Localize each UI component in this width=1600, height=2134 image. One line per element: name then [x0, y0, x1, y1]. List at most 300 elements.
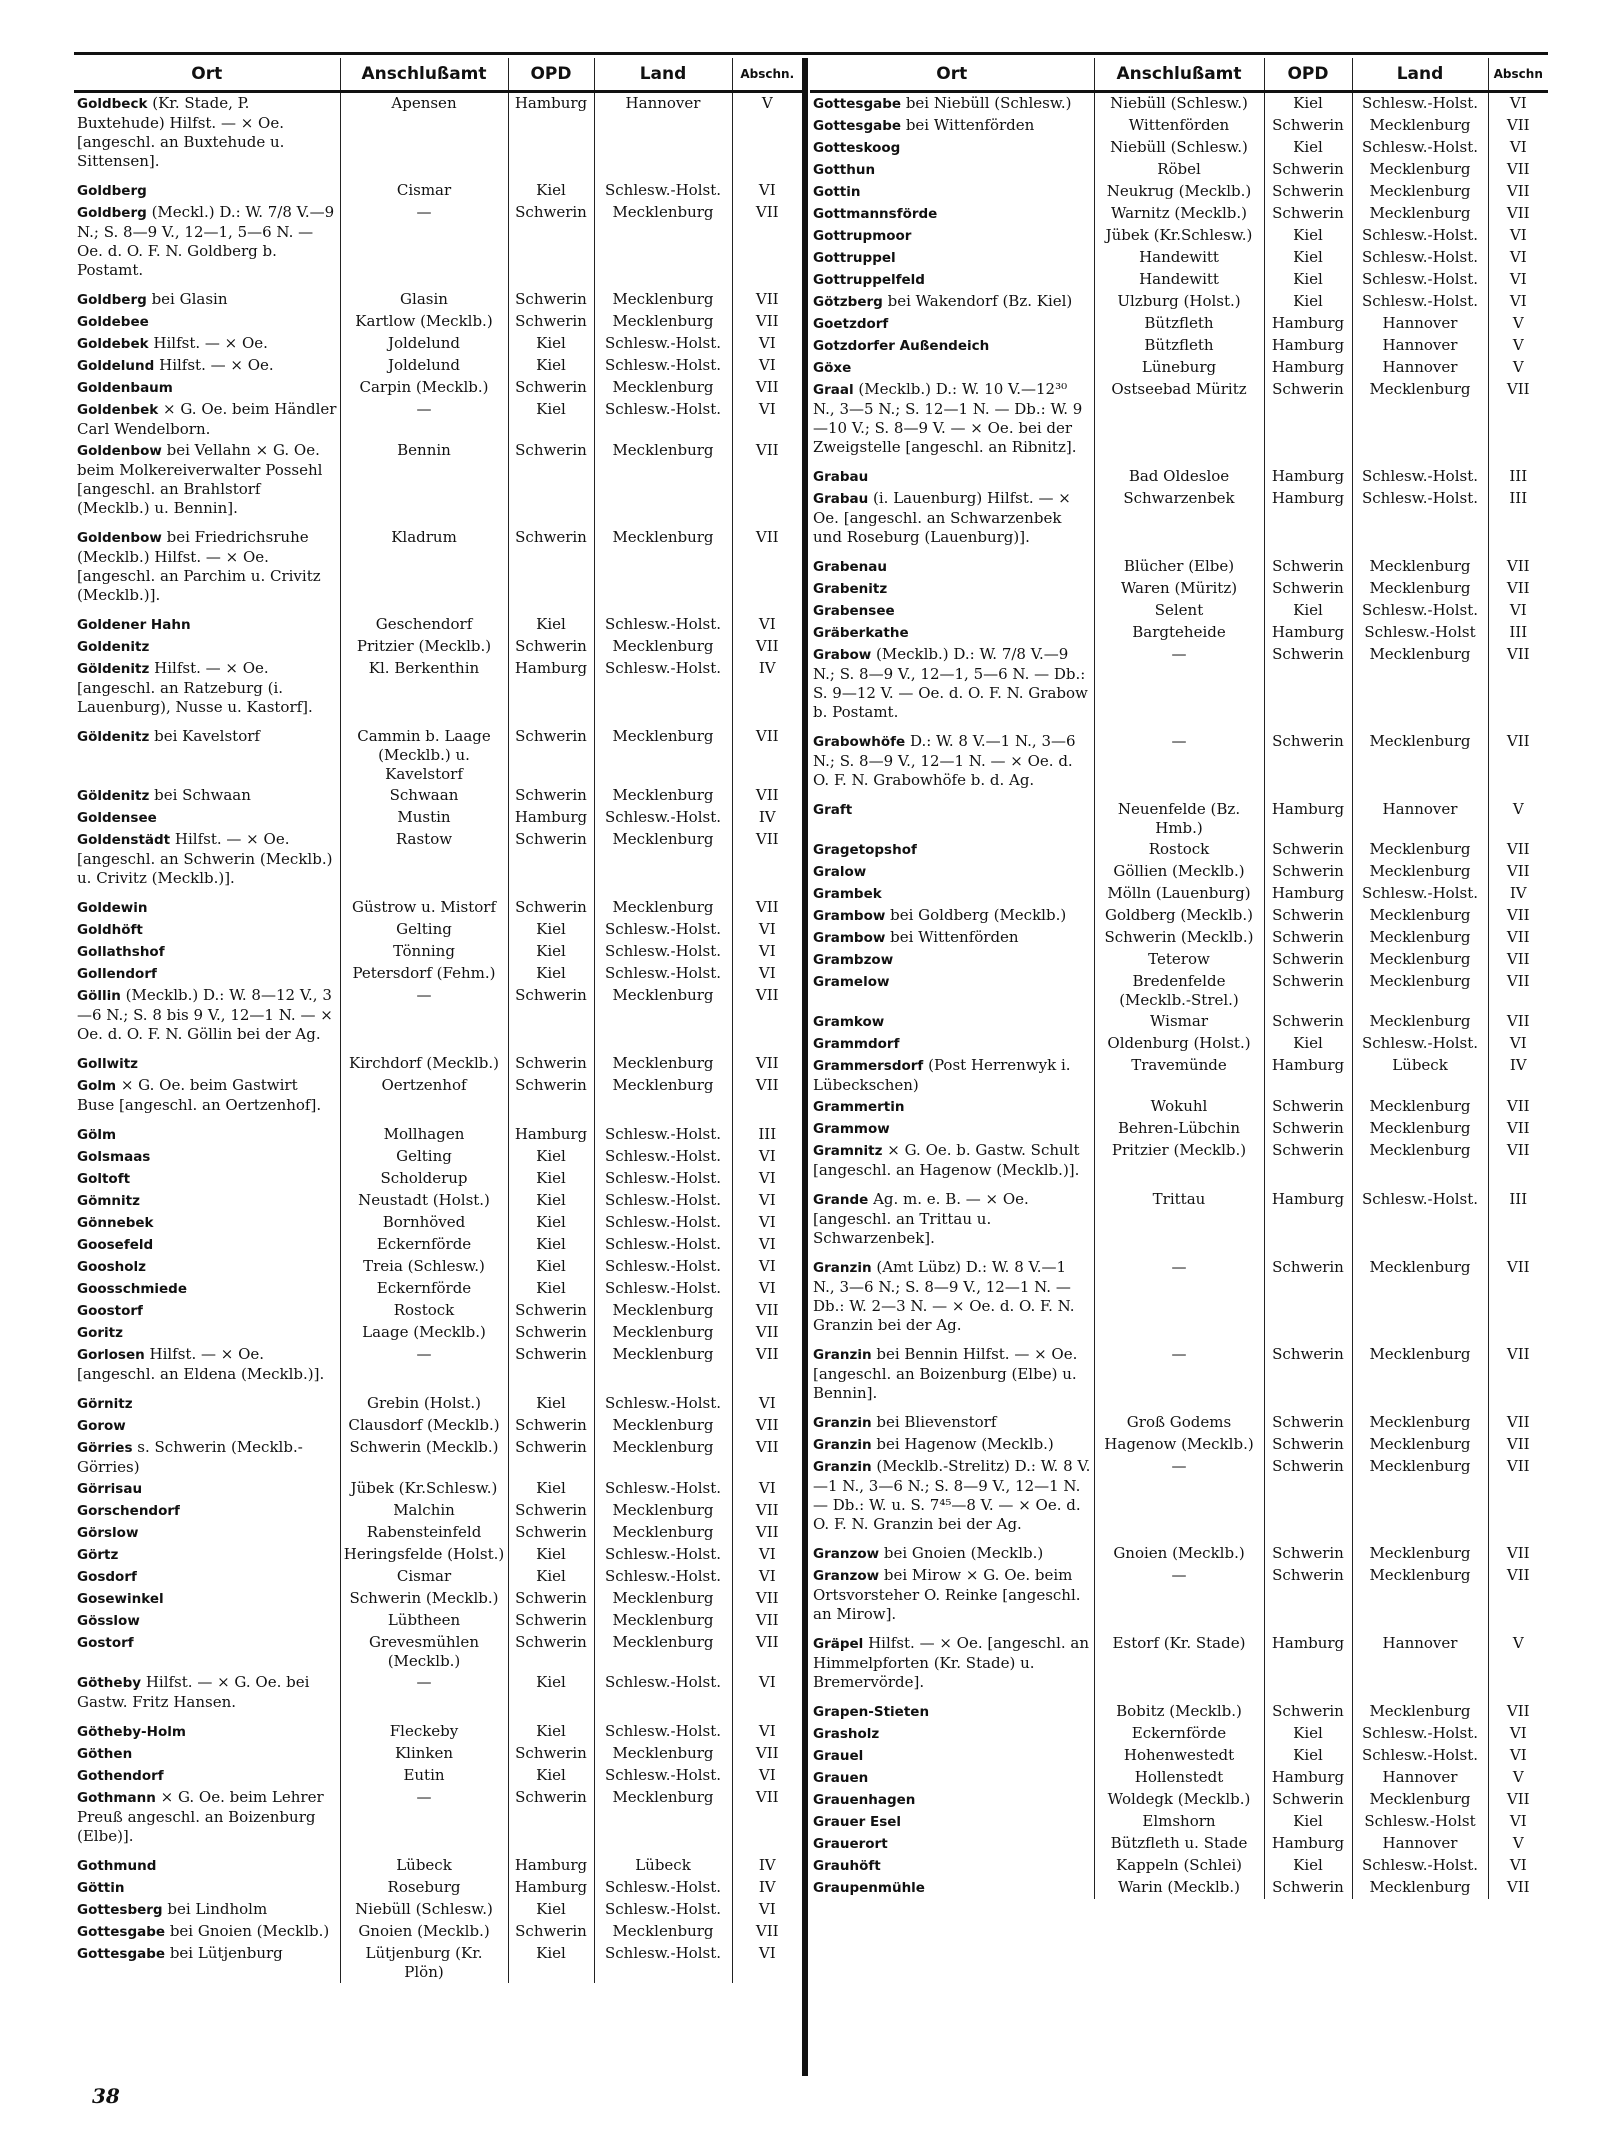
anschlussamt-cell: Elmshorn: [1094, 1811, 1264, 1833]
anschlussamt-cell: Groß Godems: [1094, 1404, 1264, 1434]
anschlussamt-cell: Gelting: [340, 1146, 508, 1168]
table-row: [74, 1212, 802, 1234]
ort-cell: [810, 1096, 1094, 1118]
abschn-cell: VII: [732, 1522, 802, 1544]
anschlussamt-cell: —: [340, 1787, 508, 1847]
place-name: Görries: [77, 1440, 133, 1456]
opd-cell: Kiel: [508, 606, 594, 636]
land-cell: Mecklenburg: [1352, 1249, 1488, 1336]
opd-cell: Schwerin: [508, 829, 594, 889]
table-row: [810, 1118, 1548, 1140]
table-row: [810, 1434, 1548, 1456]
land-cell: Mecklenburg: [594, 440, 732, 519]
place-note: Hilfst. — × Oe. [angeschl. an Ratzeburg (i. Lauenburg), Nusse u. Kastorf].: [77, 659, 313, 716]
place-name: Götzberg: [813, 294, 883, 310]
table-row: [810, 379, 1548, 458]
abschn-cell: III: [1488, 488, 1548, 548]
place-name: Grabenitz: [813, 581, 888, 597]
place-name: Göldenitz: [77, 788, 150, 804]
place-name: Grauel: [813, 1748, 864, 1764]
opd-cell: Schwerin: [508, 1045, 594, 1075]
abschn-cell: VII: [732, 377, 802, 399]
table-row: [810, 1140, 1548, 1181]
anschlussamt-cell: Malchin: [340, 1500, 508, 1522]
table-row: [74, 1116, 802, 1146]
place-name: Goldensee: [77, 810, 157, 826]
anschlussamt-cell: Lübeck: [340, 1847, 508, 1877]
abschn-cell: VI: [1488, 1033, 1548, 1055]
land-cell: Schlesw.-Holst.: [594, 658, 732, 718]
land-cell: Mecklenburg: [1352, 115, 1488, 137]
table-row: [810, 115, 1548, 137]
land-cell: Schlesw.-Holst.: [1352, 488, 1488, 548]
ort-cell: [810, 1767, 1094, 1789]
table-row: [810, 578, 1548, 600]
opd-cell: Schwerin: [508, 519, 594, 606]
opd-cell: Schwerin: [1264, 1096, 1352, 1118]
place-note: bei Gnoien (Mecklb.): [169, 1922, 330, 1940]
anschlussamt-cell: —: [340, 399, 508, 440]
opd-cell: Hamburg: [1264, 791, 1352, 839]
opd-cell: Hamburg: [1264, 1625, 1352, 1693]
opd-cell: Schwerin: [508, 785, 594, 807]
ort-cell: [810, 1033, 1094, 1055]
table-row: [74, 1743, 802, 1765]
land-cell: Schlesw.-Holst.: [594, 1116, 732, 1146]
abschn-cell: V: [1488, 335, 1548, 357]
opd-cell: Kiel: [1264, 247, 1352, 269]
opd-cell: Kiel: [1264, 1811, 1352, 1833]
land-cell: Schlesw.-Holst.: [594, 941, 732, 963]
place-name: Gragetopshof: [813, 842, 917, 858]
abschn-cell: V: [1488, 313, 1548, 335]
land-cell: Mecklenburg: [1352, 1118, 1488, 1140]
anschlussamt-cell: Warnitz (Mecklb.): [1094, 203, 1264, 225]
ort-cell: [810, 458, 1094, 488]
ort-cell: [74, 785, 340, 807]
ort-cell: [74, 1278, 340, 1300]
abschn-cell: VII: [1488, 1693, 1548, 1723]
place-name: Gottesgabe: [77, 1946, 166, 1962]
anschlussamt-cell: Oldenburg (Holst.): [1094, 1033, 1264, 1055]
place-name: Gottesberg: [77, 1902, 163, 1918]
land-cell: Schlesw.-Holst.: [594, 807, 732, 829]
place-note: bei Lütjenburg: [169, 1944, 283, 1962]
land-cell: Mecklenburg: [594, 829, 732, 889]
land-cell: Schlesw.-Holst.: [1352, 225, 1488, 247]
opd-cell: Hamburg: [1264, 1767, 1352, 1789]
opd-cell: Schwerin: [508, 1500, 594, 1522]
ort-cell: [810, 723, 1094, 791]
place-note: bei Goldberg (Mecklb.): [890, 906, 1067, 924]
land-cell: Mecklenburg: [1352, 1011, 1488, 1033]
place-name: Gottin: [813, 184, 861, 200]
table-row: [74, 829, 802, 889]
abschn-cell: VI: [1488, 269, 1548, 291]
place-name: Goldelund: [77, 358, 155, 374]
abschn-cell: VI: [1488, 600, 1548, 622]
anschlussamt-cell: Eutin: [340, 1765, 508, 1787]
table-row: [74, 1847, 802, 1877]
ort-cell: [74, 1116, 340, 1146]
land-cell: Schlesw.-Holst.: [594, 1234, 732, 1256]
abschn-cell: VII: [1488, 159, 1548, 181]
ort-cell: [810, 203, 1094, 225]
anschlussamt-cell: Joldelund: [340, 333, 508, 355]
land-cell: Schlesw.-Holst.: [594, 1256, 732, 1278]
table-row: [74, 889, 802, 919]
table-row: [74, 1566, 802, 1588]
abschn-cell: VII: [1488, 971, 1548, 1011]
land-cell: Mecklenburg: [1352, 1096, 1488, 1118]
abschn-cell: VI: [732, 941, 802, 963]
place-name: Görnitz: [77, 1396, 133, 1412]
land-cell: Schlesw.-Holst.: [1352, 1723, 1488, 1745]
header-opd: OPD: [1264, 58, 1352, 92]
place-name: Graupenmühle: [813, 1880, 925, 1896]
abschn-cell: VII: [1488, 1249, 1548, 1336]
ort-cell: [74, 1322, 340, 1344]
ort-cell: [74, 172, 340, 202]
table-row: [810, 291, 1548, 313]
abschn-cell: VII: [732, 281, 802, 311]
ort-cell: [74, 1765, 340, 1787]
abschn-cell: VI: [732, 1168, 802, 1190]
opd-cell: Schwerin: [1264, 1249, 1352, 1336]
opd-cell: Kiel: [1264, 1033, 1352, 1055]
table-row: [74, 1344, 802, 1385]
land-cell: Schlesw.-Holst.: [1352, 1745, 1488, 1767]
opd-cell: Schwerin: [508, 718, 594, 785]
anschlussamt-cell: Behren-Lübchin: [1094, 1118, 1264, 1140]
table-row: [74, 1544, 802, 1566]
place-name: Goldbeck: [77, 96, 148, 112]
opd-cell: Kiel: [508, 963, 594, 985]
abschn-cell: VII: [732, 311, 802, 333]
place-name: Gottesgabe: [813, 96, 902, 112]
place-name: Goldenbek: [77, 402, 159, 418]
place-name: Görslow: [77, 1525, 139, 1541]
anschlussamt-cell: Warin (Mecklb.): [1094, 1877, 1264, 1899]
place-name: Gottruppelfeld: [813, 272, 925, 288]
table-row: [810, 883, 1548, 905]
ort-cell: [74, 399, 340, 440]
place-note: (Meckl.) D.: W. 7/8 V.—9 N.; S. 8—9 V., 12—1, 5—6 N. — Oe. d. O. F. N. Goldberg b. Postamt.: [77, 203, 335, 279]
land-cell: Hannover: [1352, 357, 1488, 379]
land-cell: Mecklenburg: [594, 785, 732, 807]
land-cell: Schlesw.-Holst.: [594, 355, 732, 377]
abschn-cell: VII: [1488, 861, 1548, 883]
place-name: Graal: [813, 382, 854, 398]
table-row: [810, 1693, 1548, 1723]
table-row: [74, 785, 802, 807]
table-row: [810, 488, 1548, 548]
anschlussamt-cell: Bennin: [340, 440, 508, 519]
ort-cell: [810, 861, 1094, 883]
land-cell: Mecklenburg: [1352, 949, 1488, 971]
opd-cell: Schwerin: [508, 1344, 594, 1385]
ort-cell: [74, 1234, 340, 1256]
table-row: [74, 1385, 802, 1415]
ort-cell: [810, 335, 1094, 357]
table-row: [810, 971, 1548, 1011]
land-cell: Mecklenburg: [594, 889, 732, 919]
ort-cell: [74, 889, 340, 919]
ort-cell: [74, 941, 340, 963]
opd-cell: Kiel: [508, 1168, 594, 1190]
table-row: [74, 1672, 802, 1713]
anschlussamt-cell: Wittenförden: [1094, 115, 1264, 137]
opd-cell: Schwerin: [1264, 1336, 1352, 1404]
table-row: [74, 1415, 802, 1437]
abschn-cell: VI: [732, 1713, 802, 1743]
anschlussamt-cell: —: [340, 202, 508, 281]
anschlussamt-cell: Grebin (Holst.): [340, 1385, 508, 1415]
table-row: [74, 1168, 802, 1190]
header-ort: Ort: [810, 58, 1094, 92]
anschlussamt-cell: Mölln (Lauenburg): [1094, 883, 1264, 905]
abschn-cell: VI: [732, 1278, 802, 1300]
table-row: [810, 1055, 1548, 1096]
anschlussamt-cell: Cammin b. Laage (Mecklb.) u. Kavelstorf: [340, 718, 508, 785]
land-cell: Mecklenburg: [594, 636, 732, 658]
place-note: Hilfst. — × G. Oe. bei Gastw. Fritz Hansen.: [77, 1673, 310, 1711]
place-name: Goldberg: [77, 183, 147, 199]
abschn-cell: VII: [1488, 548, 1548, 578]
land-cell: Mecklenburg: [594, 718, 732, 785]
abschn-cell: VII: [1488, 115, 1548, 137]
place-name: Goetzdorf: [813, 316, 889, 332]
anschlussamt-cell: Cismar: [340, 172, 508, 202]
anschlussamt-cell: Schwerin (Mecklb.): [340, 1588, 508, 1610]
ort-cell: [74, 440, 340, 519]
abschn-cell: VI: [732, 1190, 802, 1212]
table-row: [810, 1249, 1548, 1336]
opd-cell: Kiel: [508, 333, 594, 355]
anschlussamt-cell: Rostock: [340, 1300, 508, 1322]
land-cell: Mecklenburg: [594, 281, 732, 311]
place-name: Grambow: [813, 908, 886, 924]
place-note: Hilfst. — × Oe. [angeschl. an Eldena (Mecklb.)].: [77, 1345, 325, 1383]
opd-cell: Schwerin: [508, 1921, 594, 1943]
land-cell: Schlesw.-Holst.: [1352, 1181, 1488, 1249]
anschlussamt-cell: Göllien (Mecklb.): [1094, 861, 1264, 883]
anschlussamt-cell: Oertzenhof: [340, 1075, 508, 1116]
abschn-cell: VII: [1488, 379, 1548, 458]
opd-cell: Hamburg: [508, 807, 594, 829]
ort-cell: [74, 1344, 340, 1385]
anschlussamt-cell: Hagenow (Mecklb.): [1094, 1434, 1264, 1456]
abschn-cell: VII: [1488, 949, 1548, 971]
abschn-cell: VII: [1488, 1404, 1548, 1434]
table-row: [810, 1336, 1548, 1404]
ort-cell: [810, 291, 1094, 313]
anschlussamt-cell: Pritzier (Mecklb.): [340, 636, 508, 658]
place-note: (Mecklb.) D.: W. 8—12 V., 3—6 N.; S. 8 bis 9 V., 12—1 N. — × Oe. d. O. F. N. Göllin bei der Ag.: [77, 986, 333, 1043]
anschlussamt-cell: Laage (Mecklb.): [340, 1322, 508, 1344]
anschlussamt-cell: Klinken: [340, 1743, 508, 1765]
anschlussamt-cell: Bargteheide: [1094, 622, 1264, 644]
place-name: Granzow: [813, 1568, 880, 1584]
opd-cell: Schwerin: [508, 1588, 594, 1610]
opd-cell: Kiel: [508, 1544, 594, 1566]
place-name: Grammdorf: [813, 1036, 900, 1052]
abschn-cell: VI: [732, 919, 802, 941]
table-row: [810, 247, 1548, 269]
anschlussamt-cell: Scholderup: [340, 1168, 508, 1190]
abschn-cell: VII: [732, 1437, 802, 1478]
ort-cell: [74, 636, 340, 658]
table-row: [74, 1322, 802, 1344]
table-row: [810, 1855, 1548, 1877]
table-row: [74, 1899, 802, 1921]
ort-cell: [74, 1743, 340, 1765]
table-row: [74, 1075, 802, 1116]
anschlussamt-cell: Treia (Schlesw.): [340, 1256, 508, 1278]
anschlussamt-cell: Neukrug (Mecklb.): [1094, 181, 1264, 203]
anschlussamt-cell: Gnoien (Mecklb.): [1094, 1535, 1264, 1565]
abschn-cell: VI: [732, 1765, 802, 1787]
table-row: [810, 723, 1548, 791]
place-name: Gramelow: [813, 974, 890, 990]
ort-cell: [810, 883, 1094, 905]
ort-cell: [810, 1877, 1094, 1899]
land-cell: Schlesw.-Holst.: [594, 1478, 732, 1500]
place-name: Grabenau: [813, 559, 887, 575]
land-cell: Schlesw.-Holst.: [594, 963, 732, 985]
place-name: Götheby: [77, 1675, 142, 1691]
place-name: Gralow: [813, 864, 867, 880]
land-cell: Mecklenburg: [1352, 1565, 1488, 1625]
ort-cell: [810, 1249, 1094, 1336]
place-name: Göllin: [77, 988, 121, 1004]
abschn-cell: VI: [1488, 247, 1548, 269]
opd-cell: Schwerin: [508, 1437, 594, 1478]
ort-cell: [74, 807, 340, 829]
opd-cell: Kiel: [1264, 1745, 1352, 1767]
abschn-cell: VII: [1488, 1118, 1548, 1140]
opd-cell: Schwerin: [508, 281, 594, 311]
abschn-cell: VI: [732, 1566, 802, 1588]
abschn-cell: IV: [1488, 883, 1548, 905]
opd-cell: Schwerin: [1264, 1565, 1352, 1625]
opd-cell: Kiel: [508, 1146, 594, 1168]
abschn-cell: VII: [732, 1300, 802, 1322]
table-row: [74, 1943, 802, 1983]
table-row: [74, 919, 802, 941]
ort-cell: [74, 1566, 340, 1588]
ort-cell: [810, 269, 1094, 291]
abschn-cell: V: [1488, 1625, 1548, 1693]
opd-cell: Schwerin: [508, 1743, 594, 1765]
place-note: Hilfst. — × Oe. [angeschl. an Schwerin (Mecklb.) u. Crivitz (Mecklb.)].: [77, 830, 333, 887]
ort-cell: [74, 1478, 340, 1500]
ort-cell: [810, 839, 1094, 861]
opd-cell: Kiel: [508, 172, 594, 202]
place-name: Gösslow: [77, 1613, 140, 1629]
opd-cell: Schwerin: [1264, 949, 1352, 971]
anschlussamt-cell: Waren (Müritz): [1094, 578, 1264, 600]
abschn-cell: IV: [732, 807, 802, 829]
abschn-cell: VI: [1488, 225, 1548, 247]
place-name: Goldberg: [77, 205, 147, 221]
abschn-cell: VI: [732, 172, 802, 202]
abschn-cell: VII: [1488, 203, 1548, 225]
land-cell: Schlesw.-Holst: [1352, 622, 1488, 644]
table-row: [810, 1535, 1548, 1565]
ort-cell: [74, 1588, 340, 1610]
ort-cell: [810, 159, 1094, 181]
abschn-cell: VI: [1488, 1745, 1548, 1767]
table-row: [810, 1181, 1548, 1249]
opd-cell: Hamburg: [1264, 1055, 1352, 1096]
place-name: Goldenbow: [77, 530, 162, 546]
table-row: [74, 281, 802, 311]
opd-cell: Kiel: [508, 1190, 594, 1212]
land-cell: Mecklenburg: [594, 1437, 732, 1478]
ort-cell: [74, 355, 340, 377]
abschn-cell: VII: [732, 1632, 802, 1672]
anschlussamt-cell: Pritzier (Mecklb.): [1094, 1140, 1264, 1181]
place-name: Grambow: [813, 930, 886, 946]
ort-cell: [74, 1190, 340, 1212]
land-cell: Mecklenburg: [594, 1415, 732, 1437]
place-name: Golsmaas: [77, 1149, 151, 1165]
table-row: [810, 269, 1548, 291]
place-note: D.: W. 8 V.—1 N., 3—6 N.; S. 8—9 V., 12—1 N. — × Oe. d. O. F. N. Grabowhöfe b. d. Ag.: [813, 732, 1076, 789]
place-name: Gollathshof: [77, 944, 165, 960]
place-name: Goldhöft: [77, 922, 143, 938]
place-name: Gottmannsförde: [813, 206, 938, 222]
table-row: [74, 399, 802, 440]
ort-cell: [74, 92, 340, 173]
land-cell: Lübeck: [1352, 1055, 1488, 1096]
place-name: Goosefeld: [77, 1237, 154, 1253]
land-cell: Schlesw.-Holst.: [594, 1672, 732, 1713]
abschn-cell: V: [1488, 357, 1548, 379]
abschn-cell: VI: [732, 1234, 802, 1256]
land-cell: Schlesw.-Holst.: [594, 1943, 732, 1983]
place-name: Gönnebek: [77, 1215, 154, 1231]
land-cell: Hannover: [1352, 1625, 1488, 1693]
ort-cell: [810, 600, 1094, 622]
land-cell: Schlesw.-Holst.: [594, 399, 732, 440]
opd-cell: Hamburg: [1264, 335, 1352, 357]
right-column: [810, 58, 1548, 2076]
place-note: bei Glasin: [151, 290, 228, 308]
anschlussamt-cell: Ulzburg (Holst.): [1094, 291, 1264, 313]
place-note: (Post Herrenwyk i. Lübeckschen): [813, 1056, 1071, 1094]
place-name: Göttin: [77, 1880, 125, 1896]
table-row: [74, 355, 802, 377]
opd-cell: Kiel: [1264, 1855, 1352, 1877]
land-cell: Mecklenburg: [594, 377, 732, 399]
ort-cell: [810, 1565, 1094, 1625]
header-abschn: Abschn: [1488, 58, 1548, 92]
opd-cell: Schwerin: [1264, 927, 1352, 949]
place-name: Gottrupmoor: [813, 228, 912, 244]
abschn-cell: VII: [732, 1045, 802, 1075]
ort-cell: [74, 311, 340, 333]
opd-cell: Schwerin: [508, 1610, 594, 1632]
table-row: [810, 1833, 1548, 1855]
opd-cell: Schwerin: [508, 377, 594, 399]
abschn-cell: VI: [732, 1544, 802, 1566]
opd-cell: Schwerin: [508, 889, 594, 919]
table-row: [74, 377, 802, 399]
anschlussamt-cell: Ostseebad Müritz: [1094, 379, 1264, 458]
table-row: [810, 861, 1548, 883]
